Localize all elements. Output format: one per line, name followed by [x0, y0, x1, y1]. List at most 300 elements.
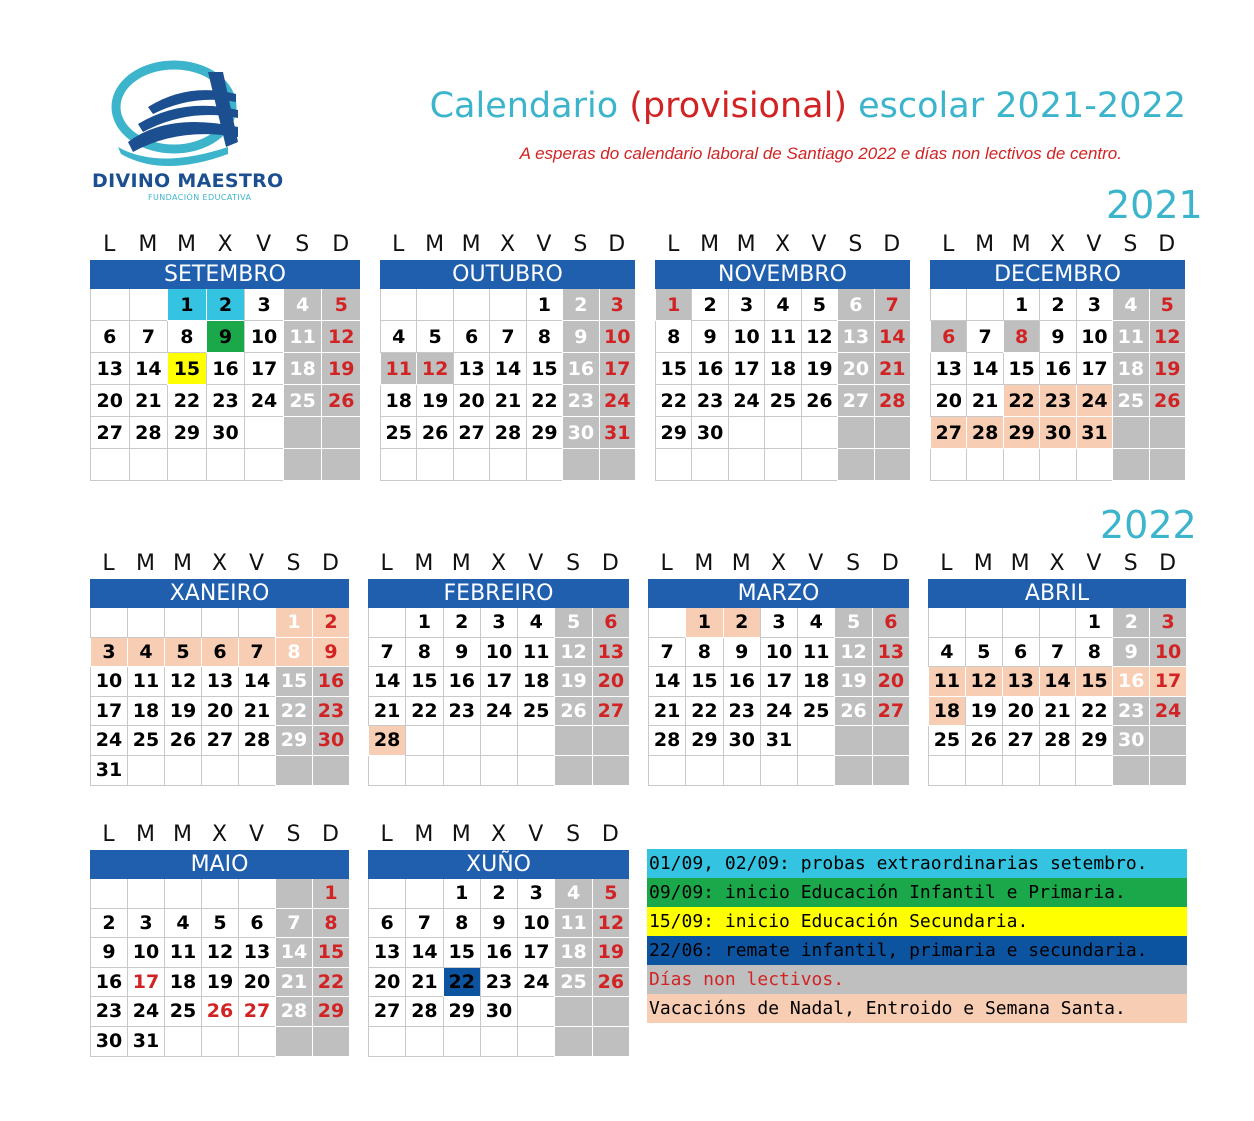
empty-cell — [1149, 417, 1185, 449]
day-cell: 20 — [238, 968, 275, 998]
day-cell: 27 — [238, 997, 275, 1027]
empty-cell — [554, 726, 591, 756]
day-cell: 13 — [1002, 667, 1039, 697]
empty-cell — [1002, 756, 1039, 786]
empty-cell — [201, 879, 238, 909]
empty-cell — [489, 449, 525, 481]
day-cell: 20 — [930, 385, 966, 417]
day-cell: 18 — [164, 968, 201, 998]
day-cell: 27 — [368, 997, 405, 1027]
day-cell: 14 — [648, 667, 685, 697]
weekday-header — [655, 230, 910, 260]
weekday-label: V — [536, 232, 552, 257]
day-cell: 24 — [1149, 697, 1186, 727]
day-cell: 8 — [685, 638, 722, 668]
title-suffix: escolar 2021-2022 — [846, 86, 1186, 126]
day-cell: 12 — [201, 938, 238, 968]
day-cell: 16 — [206, 353, 245, 385]
day-cell: 17 — [244, 353, 283, 385]
weekday-label: D — [601, 822, 619, 847]
day-cell: 24 — [480, 697, 517, 727]
weekday-label: M — [414, 822, 434, 847]
day-cell: 13 — [368, 938, 405, 968]
day-cell: 13 — [238, 938, 275, 968]
day-cell: 2 — [443, 608, 480, 638]
day-cell: 1 — [526, 289, 562, 321]
day-cell: 12 — [164, 667, 201, 697]
day-cell: 16 — [691, 353, 727, 385]
day-cell: 15 — [443, 938, 480, 968]
day-cell: 4 — [797, 608, 834, 638]
day-cell: 6 — [930, 321, 966, 353]
empty-cell — [554, 1027, 591, 1057]
empty-cell — [801, 417, 837, 449]
day-cell: 11 — [380, 353, 416, 385]
year-2021-label: 2021 — [1106, 183, 1203, 227]
day-cell: 18 — [127, 697, 164, 727]
legend-item: 15/09: inicio Educación Secundaria. — [647, 907, 1187, 936]
empty-cell — [760, 756, 797, 786]
day-cell: 23 — [443, 697, 480, 727]
day-cell: 11 — [797, 638, 834, 668]
day-cell: 14 — [489, 353, 525, 385]
legend — [647, 849, 1187, 1023]
weekday-label: M — [176, 232, 196, 257]
day-cell: 30 — [1112, 726, 1149, 756]
day-cell: 15 — [685, 667, 722, 697]
day-cell: 9 — [480, 909, 517, 939]
day-cell: 10 — [127, 938, 164, 968]
empty-cell — [517, 726, 554, 756]
weekday-label: D — [883, 232, 901, 257]
day-cell: 12 — [834, 638, 871, 668]
empty-cell — [965, 608, 1002, 638]
day-cell: 27 — [90, 417, 129, 449]
day-cell: 22 — [275, 697, 312, 727]
day-cell: 19 — [554, 667, 591, 697]
weekday-label: M — [736, 232, 756, 257]
day-cell: 16 — [562, 353, 598, 385]
day-cell: 5 — [1149, 289, 1185, 321]
empty-cell — [443, 726, 480, 756]
day-cell: 22 — [1075, 697, 1112, 727]
empty-cell — [834, 756, 871, 786]
day-cell: 18 — [764, 353, 800, 385]
day-cell: 11 — [517, 638, 554, 668]
empty-cell — [691, 449, 727, 481]
month-title: ABRIL — [928, 579, 1186, 608]
empty-cell — [1112, 449, 1148, 481]
day-cell: 2 — [312, 608, 349, 638]
day-cell: 15 — [275, 667, 312, 697]
weekday-label: M — [136, 822, 155, 847]
day-cell: 17 — [599, 353, 635, 385]
day-cell: 22 — [685, 697, 722, 727]
day-cell: 10 — [480, 638, 517, 668]
day-cell: 16 — [723, 667, 760, 697]
day-cell: 25 — [554, 968, 591, 998]
day-cell: 7 — [874, 289, 910, 321]
day-cell: 7 — [129, 321, 168, 353]
day-cell: 21 — [648, 697, 685, 727]
empty-cell — [1076, 449, 1112, 481]
empty-cell — [164, 756, 201, 786]
day-cell: 4 — [1112, 289, 1148, 321]
day-cell: 2 — [90, 909, 127, 939]
weekday-label: M — [451, 822, 471, 847]
day-cell: 10 — [760, 638, 797, 668]
day-cell: 29 — [685, 726, 722, 756]
day-cell: 25 — [283, 385, 322, 417]
day-cell: 11 — [928, 667, 965, 697]
day-cell: 10 — [517, 909, 554, 939]
day-cell: 24 — [760, 697, 797, 727]
day-cell: 28 — [368, 726, 405, 756]
month-maio — [90, 820, 349, 1057]
month-title: NOVEMBRO — [655, 260, 910, 289]
day-cell: 1 — [685, 608, 722, 638]
day-cell: 20 — [368, 968, 405, 998]
weekday-label: X — [217, 232, 233, 257]
day-cell: 12 — [592, 909, 629, 939]
empty-cell — [480, 726, 517, 756]
weekday-label: V — [1086, 551, 1102, 576]
day-cell: 8 — [526, 321, 562, 353]
day-cell: 29 — [1003, 417, 1039, 449]
weekday-label: X — [490, 822, 507, 847]
day-cell: 27 — [453, 417, 489, 449]
day-cell: 25 — [127, 726, 164, 756]
weekday-label: L — [380, 822, 393, 847]
empty-cell — [164, 1027, 201, 1057]
day-cell: 14 — [275, 938, 312, 968]
day-cell: 2 — [480, 879, 517, 909]
day-cell: 3 — [1076, 289, 1112, 321]
day-cell: 5 — [554, 608, 591, 638]
day-cell: 9 — [90, 938, 127, 968]
month-title: MAIO — [90, 850, 349, 879]
empty-cell — [1112, 756, 1149, 786]
day-cell: 7 — [238, 638, 275, 668]
day-cell: 24 — [90, 726, 127, 756]
empty-cell — [874, 449, 910, 481]
empty-cell — [554, 756, 591, 786]
weekday-label: L — [667, 232, 680, 257]
day-cell: 6 — [238, 909, 275, 939]
day-cell: 17 — [1076, 353, 1112, 385]
day-cell: 25 — [517, 697, 554, 727]
day-cell: 9 — [312, 638, 349, 668]
weekday-label: S — [295, 232, 310, 257]
weekday-label: D — [601, 551, 619, 576]
day-cell: 14 — [874, 321, 910, 353]
weekday-header — [648, 549, 909, 579]
day-cell: 22 — [167, 385, 206, 417]
weekday-label: L — [380, 551, 393, 576]
day-cell: 24 — [127, 997, 164, 1027]
day-cell: 1 — [443, 879, 480, 909]
empty-cell — [599, 449, 635, 481]
empty-cell — [238, 879, 275, 909]
day-cell: 26 — [1149, 385, 1185, 417]
day-cell: 27 — [872, 697, 909, 727]
empty-cell — [283, 449, 322, 481]
month-title: XUÑO — [368, 850, 629, 879]
empty-cell — [127, 756, 164, 786]
weekday-label: X — [211, 551, 228, 576]
empty-cell — [837, 449, 873, 481]
month-title: SETEMBRO — [90, 260, 360, 289]
day-cell: 4 — [127, 638, 164, 668]
weekday-header — [90, 549, 349, 579]
day-cell: 10 — [1076, 321, 1112, 353]
day-cell: 11 — [164, 938, 201, 968]
day-cell: 15 — [655, 353, 691, 385]
empty-cell — [655, 449, 691, 481]
day-cell: 9 — [443, 638, 480, 668]
day-cell: 17 — [480, 667, 517, 697]
weekday-label: X — [1049, 232, 1066, 257]
day-cell: 20 — [837, 353, 873, 385]
day-cell: 23 — [312, 697, 349, 727]
weekday-label: S — [1123, 232, 1138, 257]
day-cell: 10 — [244, 321, 283, 353]
empty-cell — [453, 449, 489, 481]
day-cell: 17 — [517, 938, 554, 968]
day-cell: 1 — [405, 608, 442, 638]
day-cell: 15 — [1075, 667, 1112, 697]
day-cell: 28 — [966, 417, 1002, 449]
month-decembro — [930, 230, 1185, 481]
weekday-label: M — [414, 551, 434, 576]
empty-cell — [164, 879, 201, 909]
weekday-label: M — [700, 232, 720, 257]
day-cell: 31 — [760, 726, 797, 756]
day-cell: 11 — [1112, 321, 1148, 353]
day-cell: 16 — [1112, 667, 1149, 697]
day-cell: 26 — [965, 726, 1002, 756]
empty-cell — [874, 417, 910, 449]
empty-cell — [930, 289, 966, 321]
day-cell: 9 — [723, 638, 760, 668]
day-cell: 11 — [127, 667, 164, 697]
weekday-label: M — [461, 232, 481, 257]
day-cell: 12 — [965, 667, 1002, 697]
weekday-label: L — [940, 551, 953, 576]
day-cell: 9 — [691, 321, 727, 353]
day-cell: 10 — [728, 321, 764, 353]
day-cell: 6 — [368, 909, 405, 939]
weekday-label: X — [774, 232, 791, 257]
day-cell: 19 — [592, 938, 629, 968]
legend-item: 09/09: inicio Educación Infantil e Primaria. — [647, 878, 1187, 907]
empty-cell — [127, 879, 164, 909]
day-cell: 23 — [1112, 697, 1149, 727]
day-cell: 15 — [405, 667, 442, 697]
empty-cell — [416, 289, 452, 321]
empty-cell — [1112, 417, 1148, 449]
day-cell: 30 — [723, 726, 760, 756]
logo-subtitle: FUNDACIÓN EDUCATIVA — [148, 193, 252, 202]
empty-cell — [648, 608, 685, 638]
day-cell: 26 — [321, 385, 360, 417]
day-cell: 18 — [283, 353, 322, 385]
empty-cell — [801, 449, 837, 481]
day-cell: 28 — [275, 997, 312, 1027]
day-cell: 23 — [480, 968, 517, 998]
empty-cell — [238, 756, 275, 786]
day-cell: 30 — [206, 417, 245, 449]
weekday-label: V — [811, 232, 827, 257]
weekday-label: M — [973, 551, 993, 576]
day-cell: 3 — [480, 608, 517, 638]
empty-cell — [201, 756, 238, 786]
day-cell: 8 — [405, 638, 442, 668]
day-cell: 7 — [275, 909, 312, 939]
day-cell: 3 — [599, 289, 635, 321]
empty-cell — [517, 756, 554, 786]
day-cell: 23 — [562, 385, 598, 417]
empty-cell — [562, 449, 598, 481]
day-cell: 17 — [1149, 667, 1186, 697]
empty-cell — [164, 608, 201, 638]
day-cell: 5 — [592, 879, 629, 909]
day-cell: 18 — [797, 667, 834, 697]
weekday-label: L — [660, 551, 673, 576]
day-cell: 24 — [599, 385, 635, 417]
empty-cell — [129, 449, 168, 481]
day-cell: 10 — [1149, 638, 1186, 668]
day-cell: 21 — [966, 385, 1002, 417]
day-cell: 7 — [648, 638, 685, 668]
empty-cell — [443, 756, 480, 786]
day-cell: 2 — [206, 289, 245, 321]
day-cell: 16 — [443, 667, 480, 697]
day-cell: 2 — [1112, 608, 1149, 638]
day-cell: 22 — [443, 968, 480, 998]
day-cell: 29 — [312, 997, 349, 1027]
day-cell: 20 — [90, 385, 129, 417]
empty-cell — [238, 608, 275, 638]
day-cell: 15 — [312, 938, 349, 968]
day-cell: 5 — [965, 638, 1002, 668]
day-cell: 13 — [90, 353, 129, 385]
day-cell: 10 — [599, 321, 635, 353]
day-cell: 26 — [801, 385, 837, 417]
day-cell: 29 — [167, 417, 206, 449]
empty-cell — [1149, 449, 1185, 481]
day-cell: 23 — [206, 385, 245, 417]
day-cell: 24 — [728, 385, 764, 417]
day-cell: 7 — [368, 638, 405, 668]
day-cell: 26 — [592, 968, 629, 998]
empty-cell — [928, 756, 965, 786]
day-cell: 29 — [1075, 726, 1112, 756]
empty-cell — [966, 449, 1002, 481]
weekday-label: M — [425, 232, 445, 257]
month-title: OUTUBRO — [380, 260, 635, 289]
empty-cell — [685, 756, 722, 786]
day-cell: 25 — [380, 417, 416, 449]
empty-cell — [312, 1027, 349, 1057]
day-cell: 25 — [1112, 385, 1148, 417]
empty-cell — [592, 756, 629, 786]
day-cell: 31 — [599, 417, 635, 449]
day-cell: 5 — [416, 321, 452, 353]
day-cell: 28 — [1039, 726, 1076, 756]
day-cell: 4 — [928, 638, 965, 668]
month-xaneiro — [90, 549, 349, 786]
weekday-label: V — [1086, 232, 1102, 257]
empty-cell — [90, 449, 129, 481]
empty-cell — [275, 1027, 312, 1057]
month-abril — [928, 549, 1186, 786]
empty-cell — [728, 449, 764, 481]
day-cell: 24 — [517, 968, 554, 998]
day-cell: 4 — [517, 608, 554, 638]
weekday-header — [380, 230, 635, 260]
empty-cell — [928, 608, 965, 638]
empty-cell — [380, 449, 416, 481]
weekday-label: M — [731, 551, 751, 576]
empty-cell — [312, 756, 349, 786]
day-cell: 12 — [554, 638, 591, 668]
day-cell: 18 — [928, 697, 965, 727]
day-cell: 20 — [453, 385, 489, 417]
legend-item: Días non lectivos. — [647, 965, 1187, 994]
day-cell: 21 — [405, 968, 442, 998]
weekday-label: M — [136, 551, 155, 576]
empty-cell — [1039, 449, 1075, 481]
month-title: FEBREIRO — [368, 579, 629, 608]
empty-cell — [592, 1027, 629, 1057]
day-cell: 21 — [368, 697, 405, 727]
empty-cell — [321, 449, 360, 481]
weekday-label: X — [211, 822, 228, 847]
day-cell: 11 — [764, 321, 800, 353]
month-novembro — [655, 230, 910, 481]
weekday-header — [368, 820, 629, 850]
day-cell: 22 — [405, 697, 442, 727]
empty-cell — [201, 1027, 238, 1057]
day-cell: 29 — [526, 417, 562, 449]
day-cell: 11 — [554, 909, 591, 939]
day-cell: 23 — [691, 385, 727, 417]
day-cell: 30 — [480, 997, 517, 1027]
month-title: DECEMBRO — [930, 260, 1185, 289]
day-cell: 20 — [872, 667, 909, 697]
day-cell: 22 — [1003, 385, 1039, 417]
day-cell: 31 — [90, 756, 127, 786]
day-cell: 26 — [416, 417, 452, 449]
day-cell: 24 — [1076, 385, 1112, 417]
page-title — [430, 86, 1186, 126]
weekday-label: S — [566, 822, 581, 847]
empty-cell — [723, 756, 760, 786]
weekday-label: X — [490, 551, 507, 576]
day-cell: 27 — [201, 726, 238, 756]
day-cell: 3 — [728, 289, 764, 321]
day-cell: 5 — [834, 608, 871, 638]
day-cell: 7 — [405, 909, 442, 939]
day-cell: 30 — [312, 726, 349, 756]
day-cell: 3 — [1149, 608, 1186, 638]
day-cell: 31 — [1076, 417, 1112, 449]
day-cell: 9 — [562, 321, 598, 353]
day-cell: 21 — [129, 385, 168, 417]
day-cell: 26 — [834, 697, 871, 727]
day-cell: 9 — [1112, 638, 1149, 668]
